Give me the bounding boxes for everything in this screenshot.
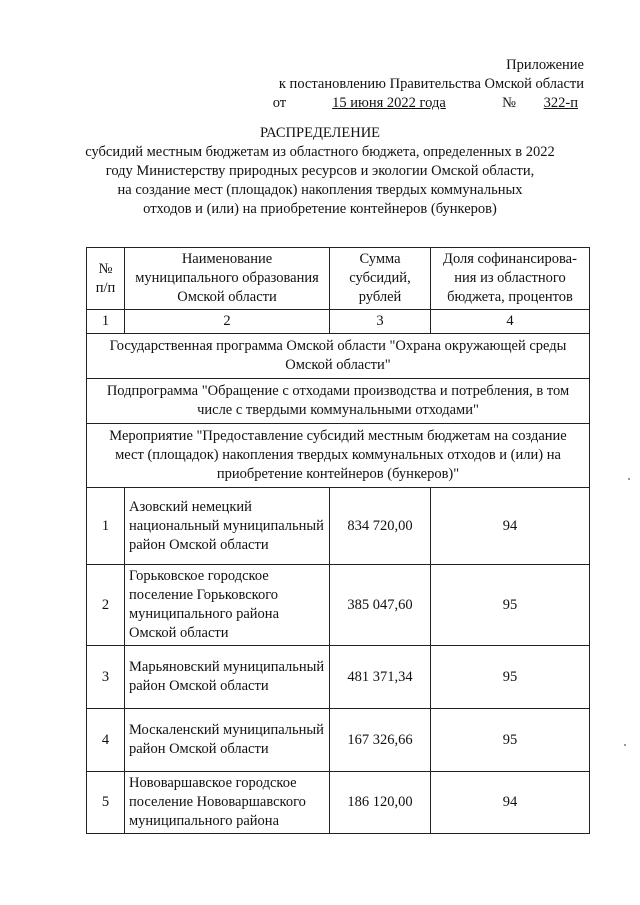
title-line-4: отходов и (или) на приобретение контейнеров (бункеров) (143, 201, 497, 217)
scan-speck (624, 744, 626, 746)
row-municipality: Азовский немецкий национальный муниципальный район Омской области (125, 488, 330, 565)
table-header-row (87, 248, 590, 310)
row-num: 3 (87, 646, 125, 709)
table-row (87, 488, 590, 565)
row-sum: 385 047,60 (330, 565, 431, 646)
title-line-2: году Министерству природных ресурсов и экологии Омской области, (105, 163, 535, 179)
row-municipality: Горьковское городское поселение Горьковского муниципального района Омской области (125, 565, 330, 646)
table-row (87, 772, 590, 834)
program-row (87, 334, 590, 379)
header-sum: Сумма субсидий, рублей (330, 248, 431, 310)
appendix-title: Приложение (506, 57, 584, 73)
row-municipality: Нововаршавское городское поселение Нововаршавского муниципального района (125, 772, 330, 834)
col-number-1: 1 (87, 310, 125, 334)
row-sum: 186 120,00 (330, 772, 431, 834)
appendix-date: 15 июня 2022 года (332, 95, 446, 111)
row-share: 94 (431, 488, 590, 565)
appendix-number-label: № (502, 95, 516, 111)
measure-cell: Мероприятие "Предоставление субсидий местным бюджетам на создание мест (площадок) накопления твердых коммунальных отходов и (или) на приобретение контейнеров (бункеров)" (87, 424, 590, 488)
program-cell: Государственная программа Омской области "Охрана окружающей среды Омской области" (87, 334, 590, 379)
row-sum: 834 720,00 (330, 488, 431, 565)
header-num: № п/п (87, 248, 125, 310)
row-num: 5 (87, 772, 125, 834)
appendix-date-line (273, 94, 584, 113)
row-municipality: Марьяновский муниципальный район Омской области (125, 646, 330, 709)
document-title (60, 124, 580, 219)
appendix-resolution-ref: к постановлению Правительства Омской области (278, 76, 584, 92)
row-share: 94 (431, 772, 590, 834)
appendix-number: 322-п (543, 95, 578, 111)
row-share: 95 (431, 709, 590, 772)
row-num: 1 (87, 488, 125, 565)
appendix-block (273, 56, 584, 113)
row-share: 95 (431, 646, 590, 709)
title-heading: РАСПРЕДЕЛЕНИЕ (259, 125, 381, 141)
column-number-row (87, 310, 590, 334)
header-municipality: Наименование муниципального образования Омской области (125, 248, 330, 310)
col-number-2: 2 (125, 310, 330, 334)
measure-row (87, 424, 590, 488)
table-row (87, 646, 590, 709)
table-row (87, 709, 590, 772)
subprogram-cell: Подпрограмма "Обращение с отходами производства и потребления, в том числе с твердыми коммунальными отходами" (87, 379, 590, 424)
col-number-3: 3 (330, 310, 431, 334)
row-sum: 481 371,34 (330, 646, 431, 709)
distribution-table (86, 247, 590, 834)
row-municipality: Москаленский муниципальный район Омской области (125, 709, 330, 772)
header-share: Доля софинансирова-ния из областного бюджета, процентов (431, 248, 590, 310)
title-line-3: на создание мест (площадок) накопления твердых коммунальных (117, 182, 523, 198)
row-num: 4 (87, 709, 125, 772)
row-share: 95 (431, 565, 590, 646)
row-sum: 167 326,66 (330, 709, 431, 772)
subprogram-row (87, 379, 590, 424)
row-num: 2 (87, 565, 125, 646)
col-number-4: 4 (431, 310, 590, 334)
title-line-1: субсидий местным бюджетам из областного бюджета, определенных в 2022 (85, 144, 555, 160)
scan-speck (628, 478, 630, 480)
table-row (87, 565, 590, 646)
appendix-from-label: от (272, 95, 287, 111)
